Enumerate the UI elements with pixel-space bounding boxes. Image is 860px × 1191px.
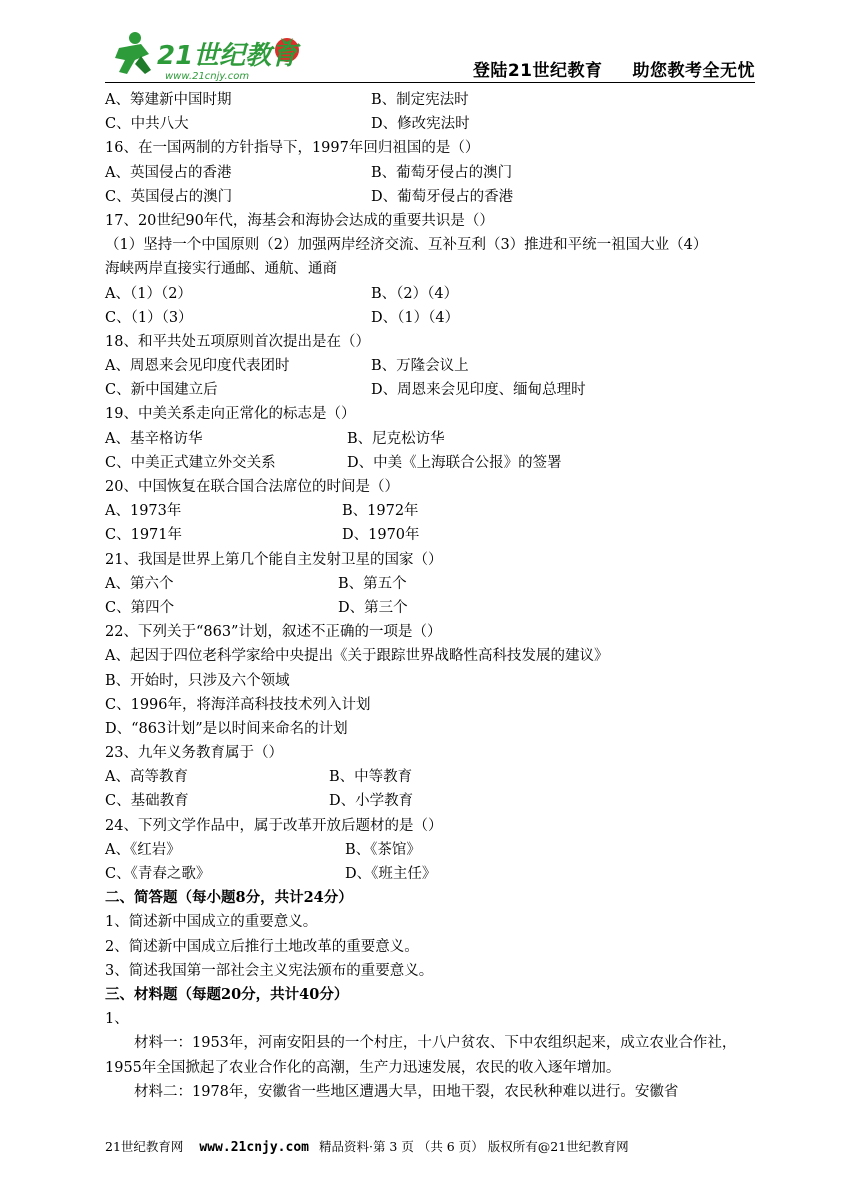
option-left: A、周恩来会见印度代表团时 — [105, 358, 290, 375]
option-right: B、尼克松访华 — [347, 430, 445, 447]
text-line: 3、简述我国第一部社会主义宪法颁布的重要意义。 — [105, 962, 434, 979]
text-line: 1、 — [105, 1011, 129, 1028]
option-right: D、1970年 — [342, 527, 420, 544]
text-line: 1、简述新中国成立的重要意义。 — [105, 914, 318, 931]
option-left: A、《红岩》 — [105, 841, 181, 858]
text-line: B、开始时，只涉及六个领域 — [105, 672, 290, 689]
option-left: A、英国侵占的香港 — [105, 164, 232, 181]
header-slogan — [473, 56, 755, 81]
logo-url: www.21cnjy.com — [165, 71, 250, 82]
option-left: A、高等教育 — [105, 769, 188, 786]
text-line: （1）坚持一个中国原则（2）加强两岸经济交流、互补互利（3）推进和平统一祖国大业（4） — [105, 237, 708, 254]
text-line: 2、简述新中国成立后推行土地改革的重要意义。 — [105, 938, 419, 955]
text-line: 海峡两岸直接实行通邮、通航、通商 — [105, 261, 337, 278]
page-header — [105, 28, 755, 84]
option-row — [105, 354, 755, 378]
option-row — [105, 451, 755, 475]
option-left: C、中美正式建立外交关系 — [105, 454, 276, 471]
option-row — [105, 185, 755, 209]
option-left: C、1971年 — [105, 527, 182, 544]
footer-url: www.21cnjy.com — [199, 1140, 309, 1155]
slogan-right: 助您教考全无忧 — [632, 61, 755, 81]
option-row — [105, 838, 755, 862]
option-row — [105, 88, 755, 112]
option-right: D、（1）（4） — [371, 309, 460, 326]
option-row — [105, 112, 755, 136]
option-left: C、中共八大 — [105, 116, 189, 133]
option-right: B、万隆会议上 — [371, 358, 469, 375]
option-row — [105, 161, 755, 185]
logo-21cnjy — [105, 28, 305, 82]
option-right: B、中等教育 — [329, 769, 413, 786]
material-paragraph: 材料二：1978年，安徽省一些地区遭遇大旱，田地干裂，农民秋种难以进行。安徽省 — [134, 1083, 679, 1100]
option-right: B、葡萄牙侵占的澳门 — [371, 164, 513, 181]
logo-text: 21世纪教育 — [157, 41, 298, 71]
option-row — [105, 499, 755, 523]
footer-site: 21世纪教育网 — [105, 1139, 184, 1154]
option-right: D、葡萄牙侵占的香港 — [371, 188, 514, 205]
option-row — [105, 523, 755, 547]
option-row — [105, 427, 755, 451]
text-line: 24、下列文学作品中，属于改革开放后题材的是（） — [105, 817, 443, 834]
document-body — [105, 88, 755, 1104]
option-left: A、第六个 — [105, 575, 174, 592]
text-line: 21、我国是世界上第几个能自主发射卫星的国家（） — [105, 551, 443, 568]
option-row — [105, 789, 755, 813]
page-footer — [105, 1137, 629, 1155]
text-line: A、起因于四位老科学家给中央提出《关于跟踪世界战略性高科技发展的建议》 — [105, 648, 609, 665]
option-left: C、《青春之歌》 — [105, 866, 211, 882]
option-right: D、中美《上海联合公报》的签署 — [347, 454, 562, 471]
option-row — [105, 306, 755, 330]
text-line: 23、九年义务教育属于（） — [105, 745, 283, 762]
text-line: 16、在一国两制的方针指导下，1997年回归祖国的是（） — [105, 140, 480, 157]
option-row — [105, 765, 755, 789]
text-line: 22、下列关于“863”计划，叙述不正确的一项是（） — [105, 624, 442, 641]
option-right: B、《茶馆》 — [345, 841, 421, 858]
text-line: 17、20世纪90年代，海基会和海协会达成的重要共识是（） — [105, 212, 494, 229]
text-line: D、“863计划”是以时间来命名的计划 — [105, 720, 348, 737]
option-right: B、（2）（4） — [371, 285, 459, 302]
option-right: B、1972年 — [342, 503, 419, 520]
footer-info: 精品资料·第 3 页 （共 6 页） 版权所有@21世纪教育网 — [318, 1139, 629, 1154]
header-rule — [105, 82, 755, 83]
option-right: B、制定宪法时 — [371, 92, 469, 108]
option-right: B、第五个 — [338, 575, 407, 592]
option-right: D、小学教育 — [329, 793, 414, 810]
option-row — [105, 282, 755, 306]
option-row — [105, 378, 755, 402]
option-right: D、《班主任》 — [345, 866, 437, 882]
section-heading: 三、材料题（每题20分，共计40分） — [105, 985, 349, 1003]
slogan-left: 登陆21世纪教育 — [472, 61, 603, 81]
text-line: 19、中美关系走向正常化的标志是（） — [105, 406, 356, 423]
option-left: A、筹建新中国时期 — [105, 92, 232, 108]
option-left: C、英国侵占的澳门 — [105, 188, 233, 205]
option-right: D、周恩来会见印度、缅甸总理时 — [371, 382, 586, 399]
option-row — [105, 596, 755, 620]
option-left: A、1973年 — [105, 503, 182, 520]
material-paragraph: 材料一：1953年，河南安阳县的一个村庄，十八户贫农、下中农组织起来，成立农业合作社，1955年全国掀起了农业合作化的高潮，生产力迅速发展，农民的收入逐年增加。 — [105, 1035, 737, 1076]
option-left: A、基辛格访华 — [105, 430, 203, 447]
text-line: C、1996年，将海洋高科技技术列入计划 — [105, 696, 371, 713]
option-left: C、第四个 — [105, 599, 175, 616]
option-right: D、第三个 — [338, 599, 408, 616]
option-left: C、新中国建立后 — [105, 382, 218, 399]
option-row — [105, 572, 755, 596]
text-line: 20、中国恢复在联合国合法席位的时间是（） — [105, 479, 399, 495]
option-row — [105, 862, 755, 886]
option-left: C、（1）（3） — [105, 309, 193, 326]
option-left: A、（1）（2） — [105, 285, 192, 302]
section-heading: 二、简答题（每小题8分，共计24分） — [105, 889, 353, 907]
option-right: D、修改宪法时 — [371, 116, 470, 133]
option-left: C、基础教育 — [105, 793, 189, 810]
text-line: 18、和平共处五项原则首次提出是在（） — [105, 333, 370, 350]
